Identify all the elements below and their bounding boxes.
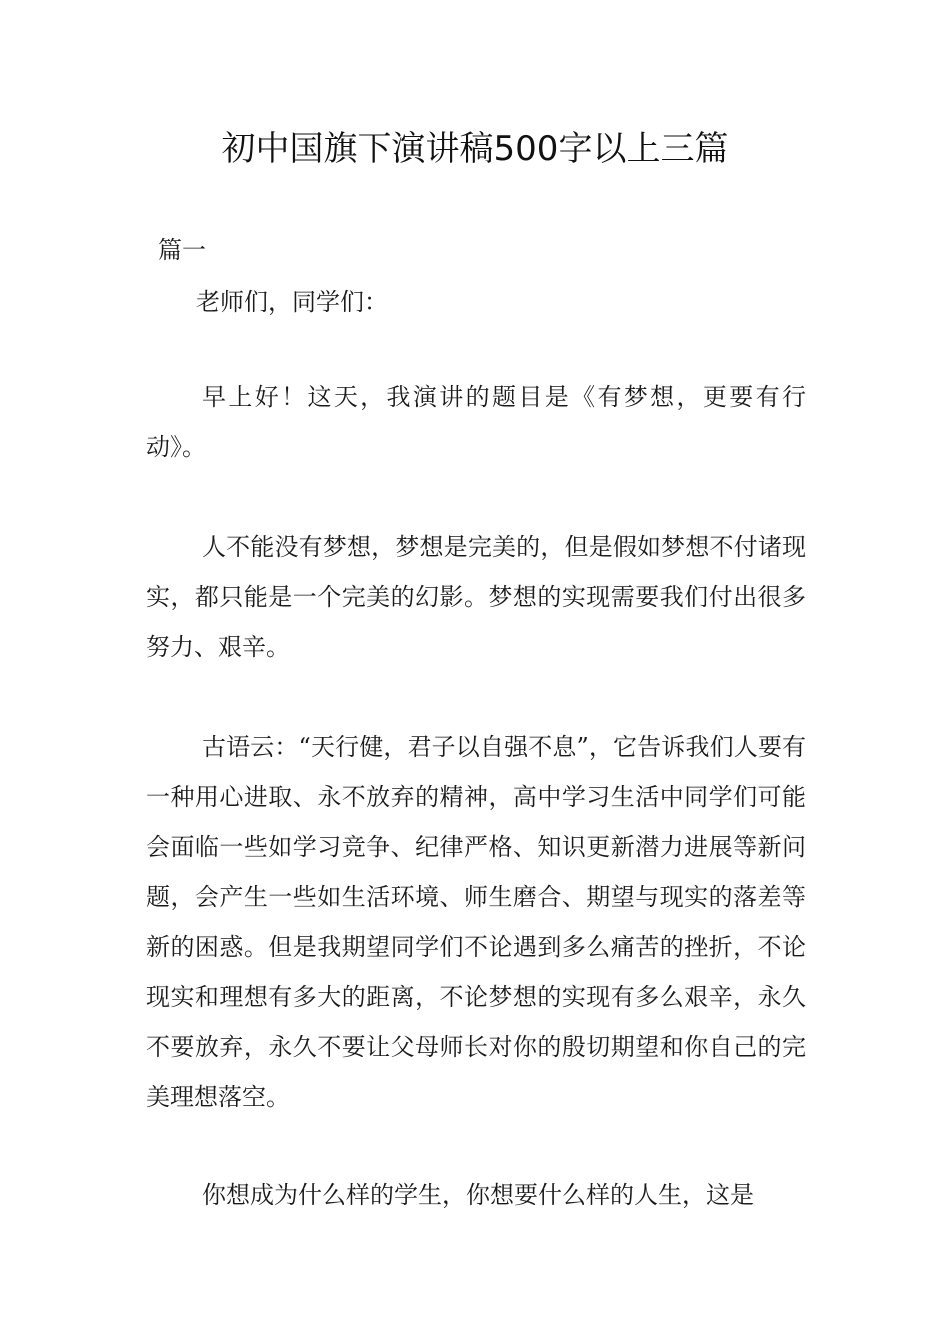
paragraph: 早上好！这天，我演讲的题目是《有梦想，更要有行动》。 (146, 383, 806, 461)
paragraph: 人不能没有梦想，梦想是完美的，但是假如梦想不付诸现实，都只能是一个完美的幻影。梦想的实现需要我们付出很多努力、艰辛。 (146, 533, 806, 661)
paragraph: 你想成为什么样的学生，你想要什么样的人生，这是 (202, 1181, 754, 1209)
paragraph: 古语云：“天行健，君子以自强不息”，它告诉我们人要有一种用心进取、永不放弃的精神，高中学习生活中同学们可能会面临一些如学习竞争、纪律严格、知识更新潜力进展等新问题，会产生一些如生活环境、师生磨合、期望与现实的落差等新的困惑。但是我期望同学们不论遇到多么痛苦的挫折，不论现实和理想有多大的距离，不论梦想的实现有多么艰辛，永久不要放弃，永久不要让父母师长对你的殷切期望和你自己的完美理想落空。 (146, 733, 806, 1111)
section-label: 篇一 (158, 236, 206, 264)
salutation: 老师们，同学们： (196, 288, 388, 316)
document-title: 初中国旗下演讲稿500字以上三篇 (221, 129, 729, 169)
